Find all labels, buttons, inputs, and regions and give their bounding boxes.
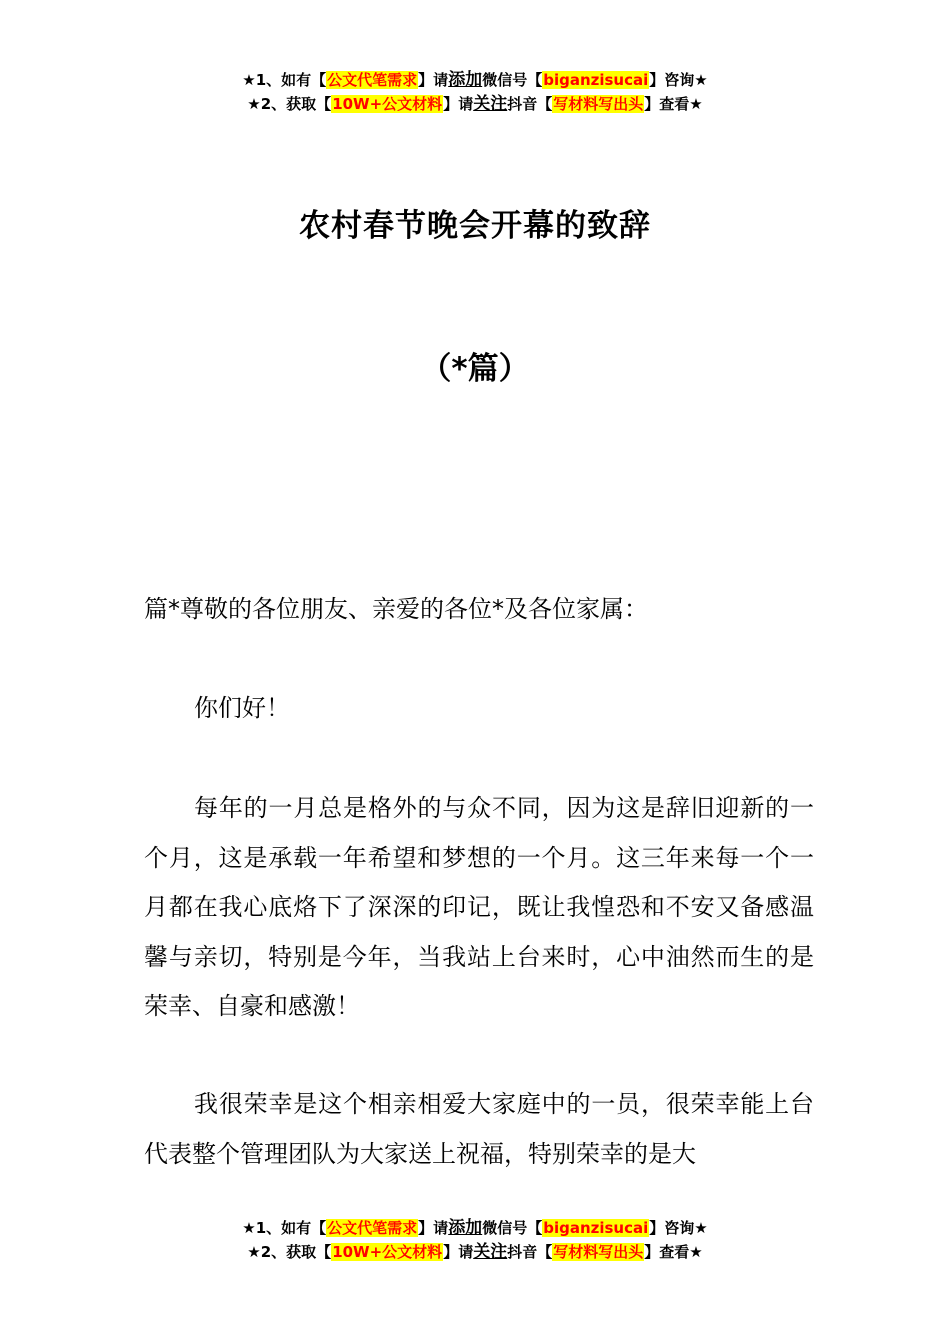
document-subtitle: （*篇） <box>420 351 530 387</box>
promo-line-2 <box>0 92 950 116</box>
document-title: 农村春节晚会开幕的致辞 <box>299 208 651 244</box>
promo-highlight: 公文代笔需求 <box>327 71 418 89</box>
promo-text: 】查看★ <box>644 1243 703 1261</box>
promo-highlight: biganzisucai <box>543 71 649 89</box>
promo-text: 抖音【 <box>507 95 553 113</box>
promo-highlight: 写材料写出头 <box>553 95 644 113</box>
promo-text: ★1、如有【 <box>242 71 327 89</box>
promo-text: ★1、如有【 <box>242 1219 327 1237</box>
promo-text: 微信号【 <box>482 1219 543 1237</box>
promo-emphasis: 添加 <box>448 1218 483 1238</box>
promo-text: 】请 <box>443 1243 474 1261</box>
promo-highlight: 写材料写出头 <box>553 1243 644 1261</box>
promo-text: 】咨询★ <box>649 1219 708 1237</box>
promo-highlight: 公文代笔需求 <box>327 1219 418 1237</box>
promo-text: 抖音【 <box>507 1243 553 1261</box>
paragraph-text: 我很荣幸是这个相亲相爱大家庭中的一员，很荣幸能上台代表整个管理团队为大家送上祝福，特别荣幸的是大 <box>144 1090 814 1168</box>
promo-banner-bottom <box>0 1216 950 1264</box>
promo-emphasis: 关注 <box>473 1242 508 1262</box>
promo-text: 微信号【 <box>482 71 543 89</box>
promo-highlight: 10W+公文材料 <box>332 1243 443 1261</box>
salutation <box>144 585 814 635</box>
promo-line-1 <box>0 1216 950 1240</box>
body-paragraph-1 <box>144 784 814 1032</box>
promo-highlight: biganzisucai <box>543 1219 649 1237</box>
promo-emphasis: 关注 <box>473 94 508 114</box>
promo-banner-top <box>0 68 950 116</box>
promo-text: 】请 <box>443 95 474 113</box>
promo-line-2 <box>0 1240 950 1264</box>
promo-text: 】请 <box>418 1219 449 1237</box>
promo-text: ★2、获取【 <box>247 95 332 113</box>
salutation-text: 篇*尊敬的各位朋友、亲爱的各位*及各位家属： <box>144 595 648 623</box>
paragraph-text: 每年的一月总是格外的与众不同，因为这是辞旧迎新的一个月，这是承载一年希望和梦想的一个月。这三年来每一个一月都在我心底烙下了深深的印记，既让我惶恐和不安又备感温馨与亲切，特别是今年，当我站上台来时，心中油然而生的是荣幸、自豪和感激！ <box>144 794 814 1021</box>
promo-text: 】查看★ <box>644 95 703 113</box>
promo-text: ★2、获取【 <box>247 1243 332 1261</box>
greeting <box>144 684 814 734</box>
promo-text: 】请 <box>418 71 449 89</box>
promo-text: 】咨询★ <box>649 71 708 89</box>
promo-highlight: 10W+公文材料 <box>332 95 443 113</box>
promo-emphasis: 添加 <box>448 70 483 90</box>
promo-line-1 <box>0 68 950 92</box>
greeting-text: 你们好！ <box>194 694 290 722</box>
body-paragraph-2 <box>144 1080 814 1179</box>
